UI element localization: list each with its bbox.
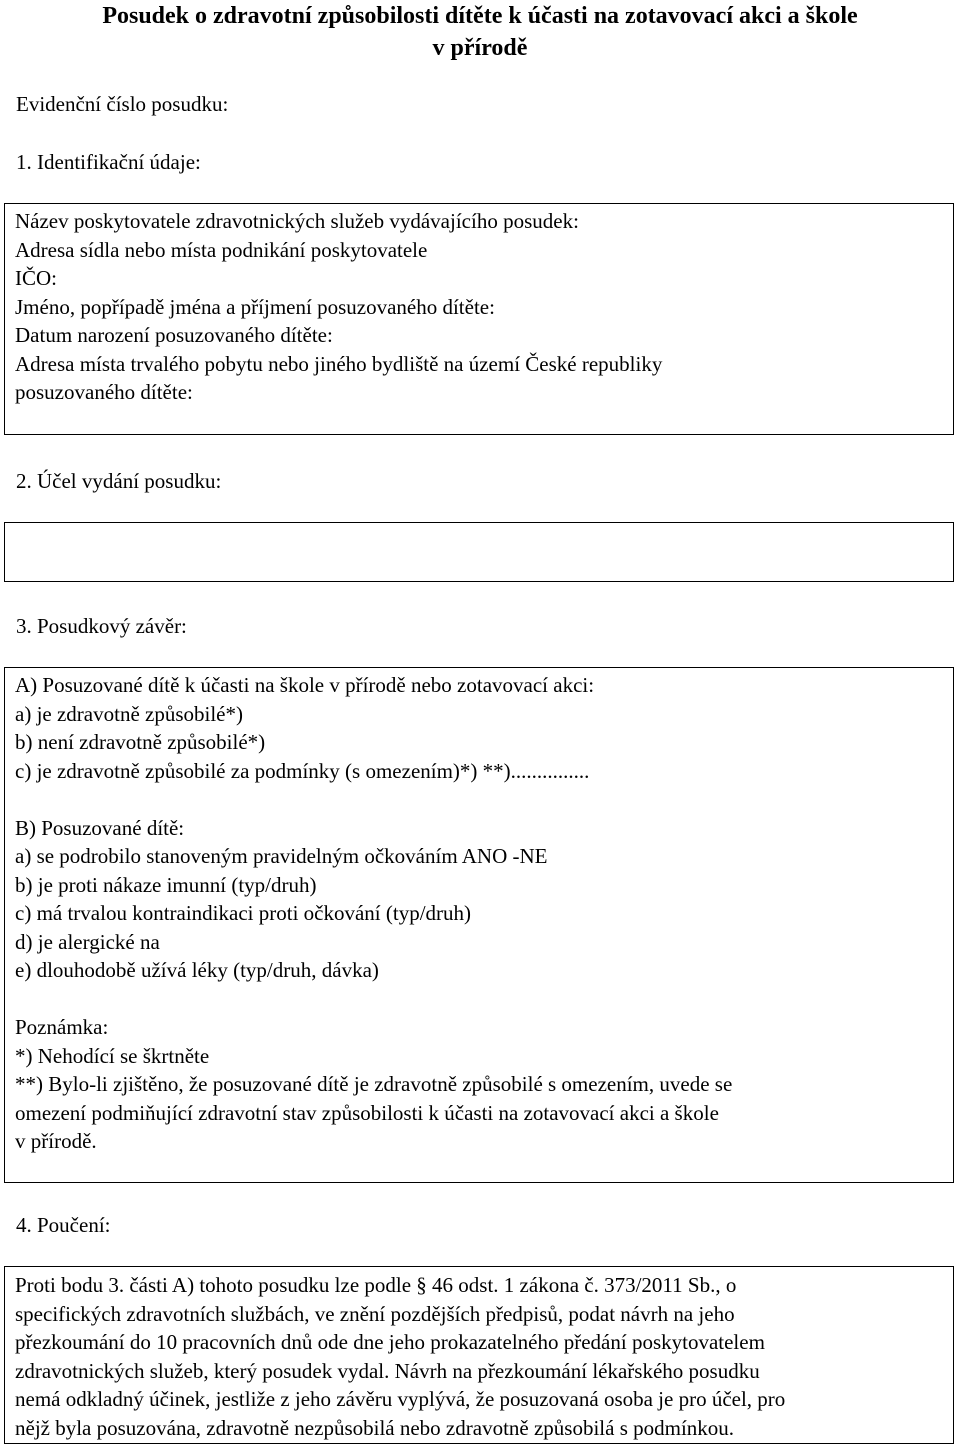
provider-address-field: Adresa sídla nebo místa podnikání poskytovatele [15,237,428,262]
purpose-box [4,522,954,582]
title-line-1: Posudek o zdravotní způsobilosti dítěte k účasti na zotavovací akci a škole [102,3,858,29]
child-address-field: Adresa místa trvalého pobytu nebo jiného bydliště na území České republiky [15,351,663,376]
ico-field: IČO: [15,266,57,290]
conclusion-a-option-b: b) není zdravotně způsobilé*) [15,730,266,754]
conclusion-b-item-b: b) je proti nákaze imunní (typ/druh) [15,872,317,897]
note-line-3: omezení podmiňující zdravotní stav způsobilosti k účasti na zotavovací akci a škole [15,1100,719,1125]
document-title [20,0,940,64]
child-address-field-cont: posuzovaného dítěte: [15,380,193,404]
conclusion-box [4,667,954,1183]
conclusion-a-option-a: a) je zdravotně způsobilé*) [15,701,243,726]
child-birthdate-field: Datum narození posuzovaného dítěte: [15,323,333,347]
section-1-heading: 1. Identifikační údaje: [16,150,201,174]
section-2-heading: 2. Účel vydání posudku: [16,469,222,493]
identification-box [4,203,954,435]
note-line-2: **) Bylo-li zjištěno, že posuzované dítě je zdravotně způsobilé s omezením, uvede se [15,1072,733,1096]
instruction-line-1: Proti bodu 3. části A) tohoto posudku lze podle § 46 odst. 1 zákona č. 373/2011 Sb., o [15,1273,737,1297]
title-line-2: v přírodě [432,35,528,61]
section-4-heading: 4. Poučení: [16,1213,111,1237]
instruction-line-5: nemá odkladný účinek, jestliže z jeho závěru vyplývá, že posuzovaná osoba je pro účel, pro [15,1387,786,1411]
conclusion-b-item-e: e) dlouhodobě užívá léky (typ/druh, dávka) [15,958,379,982]
conclusion-b-item-c: c) má trvalou kontraindikaci proti očkování (typ/druh) [15,901,472,925]
child-name-field: Jméno, popřípadě jména a příjmení posuzovaného dítěte: [15,294,495,319]
note-line-1: *) Nehodící se škrtněte [15,1043,210,1068]
conclusion-b-item-d: d) je alergické na [15,929,160,954]
instruction-line-3: přezkoumání do 10 pracovních dnů ode dne jeho prokazatelného předání poskytovatelem [15,1330,765,1354]
conclusion-a-option-c: c) je zdravotně způsobilé za podmínky (s omezením)*) **)............... [15,758,590,783]
evidence-number-label: Evidenční číslo posudku: [16,92,229,116]
conclusion-a-heading: A) Posuzované dítě k účasti na škole v přírodě nebo zotavovací akci: [15,673,595,697]
instruction-line-2: specifických zdravotních službách, ve znění pozdějších předpisů, podat návrh na jeho [15,1301,735,1326]
instruction-line-4: zdravotnických služeb, který posudek vydal. Návrh na přezkoumání lékařského posudku [15,1358,760,1383]
instruction-line-6: nějž byla posuzována, zdravotně nezpůsobilá nebo zdravotně způsobilá s podmínkou. [15,1415,735,1440]
note-line-4: v přírodě. [15,1129,97,1153]
instruction-box [4,1266,954,1444]
section-3-heading: 3. Posudkový závěr: [16,614,187,638]
note-heading: Poznámka: [15,1015,109,1039]
provider-name-field: Název poskytovatele zdravotnických služeb vydávajícího posudek: [15,209,579,233]
conclusion-b-heading: B) Posuzované dítě: [15,815,185,840]
conclusion-b-item-a: a) se podrobilo stanoveným pravidelným očkováním ANO -NE [15,844,548,868]
